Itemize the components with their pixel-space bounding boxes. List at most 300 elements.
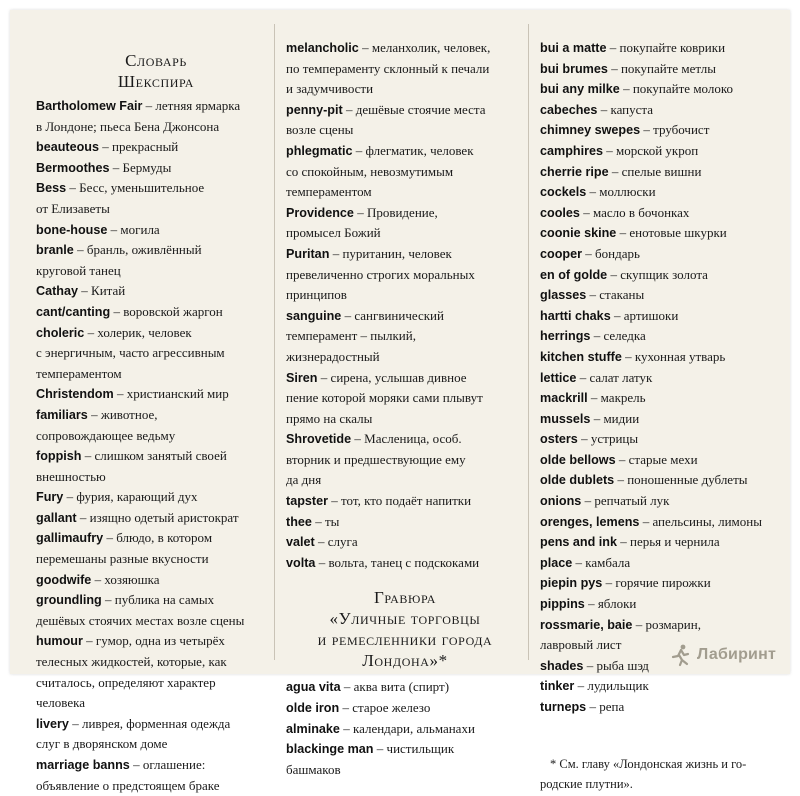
entry-definition: – перья и чернила — [620, 534, 720, 550]
entry-line — [36, 384, 276, 405]
entry-definition: – оглашение: — [133, 757, 206, 772]
glossary-entry — [36, 570, 276, 591]
entry-definition: темпераментом — [36, 365, 122, 381]
glossary-entry — [540, 162, 776, 183]
entry-definition: в Лондоне; пьеса Бена Джонсона — [36, 118, 220, 134]
entry-line — [36, 508, 276, 529]
entry-line — [286, 244, 524, 265]
entry-term: chimney swepes — [540, 123, 641, 138]
entry-term: familiars — [36, 407, 88, 422]
entry-term: pippins — [540, 597, 585, 612]
glossary-entry — [540, 306, 776, 327]
entry-line — [36, 364, 276, 385]
entry-definition: от Елизаветы — [36, 200, 110, 216]
entry-line — [540, 59, 776, 80]
glossary-entry — [540, 203, 776, 224]
entry-definition: жизнерадостный — [286, 348, 380, 364]
glossary-entry — [540, 368, 776, 389]
entry-line — [540, 409, 776, 430]
entry-line — [286, 388, 524, 409]
entry-definition: – холерик, человек — [87, 324, 192, 340]
heading-line: и ремесленники города — [317, 630, 493, 650]
entry-definition: принципов — [286, 287, 347, 303]
entry-definition: – тот, кто подаёт напитки — [331, 493, 472, 509]
entry-term: groundling — [36, 593, 102, 608]
entry-definition: внешностью — [36, 468, 106, 484]
entry-line — [36, 631, 276, 652]
entry-term: mackrill — [540, 391, 588, 406]
entry-definition: – поношенные дублеты — [617, 472, 748, 488]
entry-line — [36, 528, 276, 549]
entry-definition: круговой танец — [36, 262, 121, 278]
glossary-entry — [540, 573, 776, 594]
entry-definition: – Бесс, уменьшительное — [69, 180, 205, 196]
entry-line — [286, 162, 524, 183]
entry-term: valet — [286, 535, 315, 550]
entry-line — [286, 347, 524, 368]
column-2 — [286, 38, 524, 780]
entry-term: camphires — [540, 143, 603, 158]
entry-definition: – салат латук — [579, 369, 653, 385]
entry-line — [286, 429, 524, 450]
entry-line — [36, 549, 276, 570]
entry-term: cockels — [540, 185, 587, 200]
glossary-entry — [540, 79, 776, 100]
entry-term: Cathay — [36, 284, 78, 299]
glossary-entry — [540, 512, 776, 533]
column-2-entries — [286, 38, 524, 573]
entry-line — [286, 182, 524, 203]
entry-definition: вторник и предшествующие ему — [286, 451, 466, 467]
glossary-entry — [540, 429, 776, 450]
entry-term: tinker — [540, 679, 575, 694]
glossary-entry — [36, 96, 276, 137]
entry-line — [286, 450, 524, 471]
glossary-entry — [36, 590, 276, 631]
glossary-entry — [36, 631, 276, 713]
entry-term: gallimaufry — [36, 531, 104, 546]
entry-line — [36, 220, 276, 241]
footnote — [540, 754, 776, 794]
entry-term: cabeches — [540, 102, 598, 117]
entry-line — [36, 343, 276, 364]
entry-definition: – прекрасный — [102, 139, 179, 155]
entry-definition: – мидии — [593, 410, 640, 426]
entry-definition: – фурия, карающий дух — [66, 489, 198, 505]
entry-line — [36, 117, 276, 138]
entry-line — [286, 265, 524, 286]
glossary-entry — [540, 553, 776, 574]
entry-term: pens and ink — [540, 535, 617, 550]
entry-line — [286, 760, 524, 781]
entry-term: blackinge man — [286, 742, 374, 757]
entry-definition: – камбала — [575, 554, 631, 570]
glossary-entry — [286, 203, 524, 244]
entry-line — [36, 590, 276, 611]
glossary-entry — [540, 697, 776, 718]
entry-line — [286, 223, 524, 244]
entry-term: choleric — [36, 325, 85, 340]
entry-line — [286, 739, 524, 760]
entry-line — [540, 388, 776, 409]
glossary-entry — [36, 487, 276, 508]
entry-term: onions — [540, 494, 582, 509]
entry-line — [36, 487, 276, 508]
entry-definition: – слуга — [318, 534, 358, 550]
entry-definition: – слишком занятый своей — [84, 448, 227, 464]
entry-definition: лавровый лист — [540, 637, 622, 653]
entry-definition: – блюдо, в котором — [106, 530, 213, 546]
entry-line — [36, 261, 276, 282]
entry-term: beauteous — [36, 140, 99, 155]
glossary-entry — [286, 553, 524, 574]
glossary-entry — [286, 532, 524, 553]
entry-term: sanguine — [286, 308, 342, 323]
glossary-entry — [286, 739, 524, 780]
entry-line — [540, 676, 776, 697]
entry-term: Siren — [286, 370, 318, 385]
entry-definition: – сирена, услышав дивное — [320, 369, 467, 385]
entry-line — [36, 426, 276, 447]
entry-line — [540, 326, 776, 347]
glossary-entry — [36, 508, 276, 529]
entry-term: alminake — [286, 721, 340, 736]
entry-definition: по темпераменту склонный к печали — [286, 60, 490, 76]
glossary-entry — [540, 594, 776, 615]
entry-line — [540, 141, 776, 162]
entry-definition: – покупайте молоко — [623, 81, 734, 97]
entry-term: Puritan — [286, 246, 330, 261]
entry-line — [540, 491, 776, 512]
entry-definition: – бранль, оживлённый — [77, 242, 202, 258]
entry-line — [36, 652, 276, 673]
entry-term: osters — [540, 432, 578, 447]
entry-line — [36, 158, 276, 179]
entry-line — [540, 532, 776, 553]
entry-definition: считалось, определяют характер — [36, 674, 216, 690]
glossary-entry — [286, 429, 524, 491]
glossary-entry — [540, 450, 776, 471]
entry-definition: темпераментом — [286, 184, 372, 200]
heading-line: Словарь — [125, 51, 187, 70]
footnote-line: родские плутни». — [540, 776, 633, 791]
column-3 — [540, 38, 776, 794]
entry-line — [286, 59, 524, 80]
entry-term: Fury — [36, 490, 64, 505]
glossary-entry — [540, 182, 776, 203]
entry-term: mussels — [540, 411, 591, 426]
entry-term: olde iron — [286, 701, 340, 716]
glossary-entry — [36, 158, 276, 179]
entry-definition: – яблоки — [588, 596, 637, 612]
entry-definition: дешёвых стоячих местах возле сцены — [36, 612, 245, 628]
entry-term: livery — [36, 716, 69, 731]
entry-definition: – воровской жаргон — [113, 303, 223, 319]
entry-definition: – рыба шэд — [586, 657, 649, 673]
entry-definition: – горячие пирожки — [605, 575, 711, 591]
entry-line — [540, 120, 776, 141]
entry-definition: телесных жидкостей, которые, как — [36, 654, 227, 670]
glossary-entry — [36, 714, 276, 755]
entry-line — [36, 755, 276, 776]
entry-definition: слуг в дворянском доме — [36, 736, 168, 752]
entry-definition: – репчатый лук — [584, 493, 670, 509]
entry-line — [540, 594, 776, 615]
entry-definition: объявление о предстоящем браке — [36, 777, 220, 793]
entry-line — [540, 79, 776, 100]
entry-term: agua vita — [286, 680, 341, 695]
entry-line — [540, 368, 776, 389]
entry-line — [36, 611, 276, 632]
engraving-entries — [286, 677, 524, 780]
glossary-entry — [540, 491, 776, 512]
entry-line — [36, 776, 276, 796]
entry-definition: – артишоки — [614, 307, 679, 323]
entry-term: kitchen stuffe — [540, 349, 622, 364]
glossary-entry — [540, 532, 776, 553]
entry-term: cooper — [540, 246, 582, 261]
entry-definition: – покупайте метлы — [611, 60, 716, 76]
entry-line — [36, 467, 276, 488]
heading-line: «Уличные торговцы — [329, 609, 481, 629]
entry-line — [540, 429, 776, 450]
engraving-heading — [286, 587, 524, 671]
entry-definition: – старое железо — [342, 700, 431, 716]
entry-line — [286, 512, 524, 533]
entry-line — [36, 693, 276, 714]
entry-line — [286, 409, 524, 430]
entry-line — [36, 673, 276, 694]
entry-term: bui any milke — [540, 82, 620, 97]
heading-line: Шекспира — [117, 72, 195, 91]
entry-definition: прямо на скалы — [286, 410, 373, 426]
entry-line — [540, 553, 776, 574]
entry-term: thee — [286, 514, 312, 529]
glossary-entry — [540, 141, 776, 162]
entry-definition: со спокойным, невозмутимым — [286, 163, 454, 179]
column-3-entries — [540, 38, 776, 718]
entry-definition: башмаков — [286, 761, 341, 777]
entry-term: phlegmatic — [286, 143, 353, 158]
entry-line — [286, 38, 524, 59]
entry-term: gallant — [36, 510, 77, 525]
entry-definition: – енотовые шкурки — [619, 225, 727, 241]
entry-definition: – спелые вишни — [611, 163, 702, 179]
entry-term: olde dublets — [540, 473, 615, 488]
glossary-entry — [36, 528, 276, 569]
entry-definition: – Масленица, особ. — [354, 431, 462, 447]
entry-term: olde bellows — [540, 452, 616, 467]
entry-definition: – скупщик золота — [610, 266, 708, 282]
entry-line — [540, 450, 776, 471]
entry-line — [286, 100, 524, 121]
entry-line — [540, 615, 776, 636]
entry-line — [36, 137, 276, 158]
glossary-entry — [286, 698, 524, 719]
labyrinth-runner-icon — [669, 643, 693, 667]
entry-definition: перемешаны разные вкусности — [36, 551, 209, 567]
entry-term: bui brumes — [540, 61, 608, 76]
entry-line — [286, 306, 524, 327]
glossary-entry — [36, 302, 276, 323]
glossary-entry — [540, 347, 776, 368]
entry-definition: – летняя ярмарка — [145, 98, 241, 113]
entry-term: Bess — [36, 181, 67, 196]
entry-definition: и задумчивости — [286, 81, 374, 97]
entry-line — [36, 714, 276, 735]
entry-term: melancholic — [286, 41, 359, 55]
entry-term: orenges, lemens — [540, 514, 640, 529]
entry-definition: – ты — [315, 513, 340, 529]
entry-line — [286, 677, 524, 698]
glossary-page — [10, 10, 790, 793]
entry-line — [540, 306, 776, 327]
entry-line — [540, 100, 776, 121]
entry-term: rossmarie, baie — [540, 617, 633, 632]
glossary-entry — [540, 59, 776, 80]
glossary-entry — [540, 244, 776, 265]
glossary-entry — [540, 388, 776, 409]
entry-term: branle — [36, 243, 74, 258]
entry-line — [540, 265, 776, 286]
glossary-entry — [286, 512, 524, 533]
entry-term: Bartholomew Fair — [36, 99, 143, 113]
entry-line — [540, 470, 776, 491]
entry-line — [540, 38, 776, 59]
glossary-entry — [36, 240, 276, 281]
entry-term: tapster — [286, 494, 328, 509]
entry-line — [36, 240, 276, 261]
entry-line — [286, 532, 524, 553]
entry-line — [286, 203, 524, 224]
entry-definition: – кухонная утварь — [625, 348, 726, 364]
entry-line — [286, 79, 524, 100]
entry-definition: – старые мехи — [618, 451, 698, 467]
glossary-entry — [36, 405, 276, 446]
entry-term: en of golde — [540, 267, 608, 282]
entry-term: Bermoothes — [36, 160, 110, 175]
labirint-watermark — [650, 642, 776, 668]
entry-term: shades — [540, 658, 584, 673]
entry-line — [36, 199, 276, 220]
entry-line — [540, 285, 776, 306]
dictionary-heading — [36, 50, 276, 92]
entry-line — [286, 285, 524, 306]
entry-term: piepin pys — [540, 576, 603, 591]
entry-definition: сопровождающее ведьму — [36, 427, 176, 443]
entry-term: Christendom — [36, 387, 114, 402]
entry-definition: – селедка — [593, 328, 646, 344]
entry-term: herrings — [540, 329, 591, 344]
entry-line — [540, 512, 776, 533]
entry-term: glasses — [540, 288, 587, 303]
glossary-entry — [36, 281, 276, 302]
entry-term: marriage banns — [36, 758, 130, 772]
entry-definition: да дня — [286, 472, 322, 488]
entry-definition: темперамент – пылкий, — [286, 328, 416, 344]
glossary-entry — [540, 285, 776, 306]
glossary-entry — [540, 470, 776, 491]
glossary-entry — [36, 220, 276, 241]
column-1 — [36, 38, 276, 796]
entry-definition: возле сцены — [286, 122, 354, 138]
entry-line — [36, 323, 276, 344]
entry-definition: – моллюски — [589, 184, 656, 200]
entry-definition: – дешёвые стоячие места — [345, 101, 486, 117]
glossary-entry — [286, 491, 524, 512]
page-fold-line — [528, 24, 529, 660]
glossary-entry — [540, 676, 776, 697]
entry-definition: – флегматик, человек — [355, 142, 474, 158]
glossary-entry — [36, 755, 276, 796]
footnote-line: * См. главу «Лондонская жизнь и го- — [550, 756, 747, 771]
entry-definition: – розмарин, — [635, 616, 701, 632]
entry-definition: – лудильщик — [577, 678, 649, 694]
glossary-entry — [540, 265, 776, 286]
entry-term: bone-house — [36, 222, 108, 237]
entry-definition: человека — [36, 695, 86, 711]
entry-definition: – стаканы — [589, 287, 645, 303]
entry-definition: – устрицы — [581, 431, 639, 447]
entry-term: coonie skine — [540, 226, 617, 241]
glossary-entry — [36, 323, 276, 385]
entry-definition: – хозяюшка — [94, 571, 160, 587]
entry-term: place — [540, 555, 573, 570]
entry-definition: – апельсины, лимоны — [642, 513, 762, 529]
entry-line — [36, 302, 276, 323]
entry-line — [540, 182, 776, 203]
entry-definition: промысел Божий — [286, 225, 381, 241]
entry-definition: – Китай — [81, 283, 126, 299]
glossary-entry — [36, 137, 276, 158]
heading-line: Гравюра — [374, 588, 436, 608]
watermark-text: Лабиринт — [697, 646, 776, 663]
entry-term: lettice — [540, 370, 577, 385]
glossary-entry — [540, 120, 776, 141]
entry-term: Providence — [286, 205, 354, 220]
entry-line — [286, 470, 524, 491]
entry-definition: – ливрея, форменная одежда — [72, 715, 231, 731]
entry-line — [540, 573, 776, 594]
column-1-entries — [36, 96, 276, 796]
entry-definition: – сангвинический — [344, 307, 444, 323]
glossary-entry — [36, 178, 276, 219]
entry-line — [286, 120, 524, 141]
glossary-entry — [286, 100, 524, 141]
glossary-entry — [36, 446, 276, 487]
entry-definition: – масло в бочонках — [583, 204, 690, 220]
glossary-entry — [286, 244, 524, 306]
glossary-entry — [286, 306, 524, 368]
entry-line — [286, 368, 524, 389]
glossary-entry — [540, 409, 776, 430]
glossary-entry — [286, 368, 524, 430]
entry-term: bui a matte — [540, 41, 607, 55]
glossary-entry — [540, 326, 776, 347]
entry-term: cant/canting — [36, 304, 111, 319]
entry-term: cooles — [540, 205, 580, 220]
entry-term: cherrie ripe — [540, 164, 609, 179]
entry-line — [540, 223, 776, 244]
entry-definition: – бондарь — [585, 245, 640, 261]
entry-line — [540, 162, 776, 183]
entry-definition: – репа — [589, 699, 625, 714]
entry-line — [36, 734, 276, 755]
entry-line — [286, 326, 524, 347]
entry-line — [36, 405, 276, 426]
entry-line — [36, 96, 276, 117]
entry-definition: – покупайте коврики — [609, 40, 726, 55]
